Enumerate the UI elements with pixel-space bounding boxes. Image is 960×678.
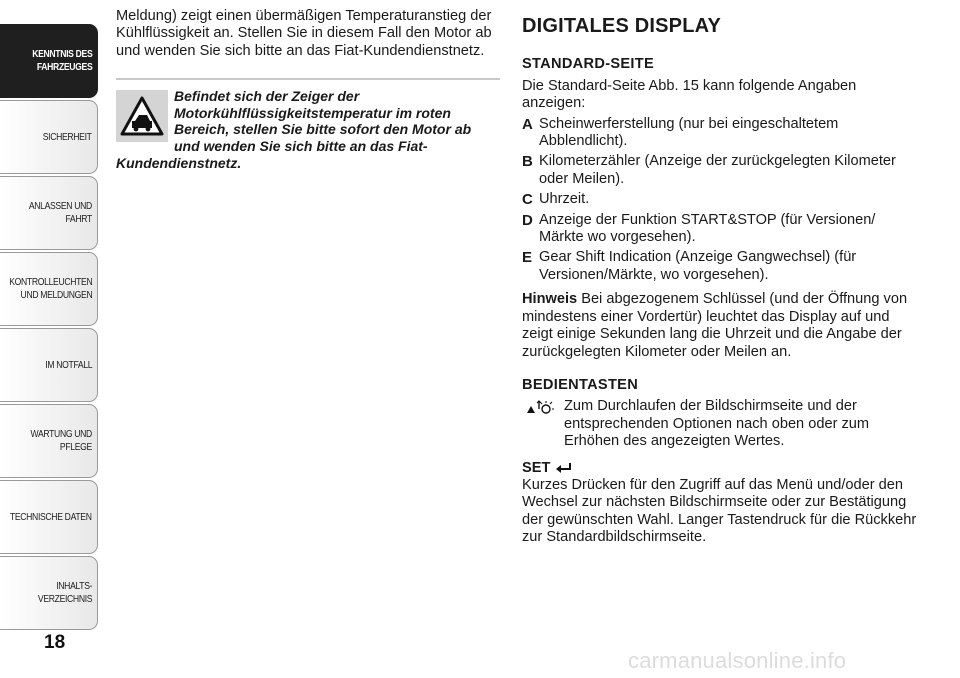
tab-label: KENNTNIS DES FAHRZEUGES	[31, 48, 92, 73]
warning-divider	[116, 78, 500, 80]
up-arrow-brightness-icon	[526, 398, 556, 416]
tab-label: SICHERHEIT	[43, 130, 92, 143]
list-item	[522, 153, 922, 188]
list-item	[522, 212, 922, 247]
warning-triangle-car-icon	[116, 90, 168, 142]
set-label: SET	[522, 459, 551, 476]
warning-block	[116, 88, 500, 171]
tab-label: TECHNISCHE DATEN	[10, 510, 92, 523]
set-key-text: Kurzes Drücken für den Zugriff auf das Menü und/oder den Wechsel zur nächsten Bildschirmseite oder zur Bestätigung der gewünschten Wahl. Langer Tastendruck für die Rückkehr zur Standardbildschirmseite.	[522, 476, 917, 546]
tab-kenntnis-des-fahrzeuges[interactable]	[0, 24, 98, 98]
enter-return-icon	[554, 461, 574, 475]
item-key: D	[522, 211, 533, 229]
item-text: Kilometerzähler (Anzeige der zurückgelegten Kilometer oder Meilen).	[539, 153, 896, 187]
list-item	[522, 249, 922, 284]
item-text: Uhrzeit.	[539, 191, 590, 208]
tab-inhaltsverzeichnis[interactable]	[0, 556, 98, 630]
tab-kontrolleuchten[interactable]	[0, 252, 98, 326]
note-text: Bei abgezogenem Schlüssel (und der Öffnung von mindestens einer Vordertür) leuchtet das Display auf und zeigt einige Sekunden lang die Uhrzeit und die Angabe der zurückgelegten Kilometer oder Meilen an.	[522, 291, 908, 360]
item-key: E	[522, 249, 533, 267]
watermark: carmanualsonline.info	[628, 648, 847, 673]
list-item	[522, 191, 922, 208]
tab-wartung-und-pflege[interactable]	[0, 404, 98, 478]
item-key: B	[522, 153, 533, 171]
tab-label: IM NOTFALL	[45, 358, 92, 371]
left-column	[116, 8, 500, 171]
tab-label: WARTUNG UND PFLEGE	[30, 428, 92, 453]
tab-im-notfall[interactable]	[0, 328, 98, 402]
up-key-text: Zum Durchlaufen der Bildschirmseite und der entsprechenden Optionen nach oben oder zum Erhöhen des angezeigten Wertes.	[564, 398, 870, 450]
item-key: A	[522, 115, 533, 133]
right-column	[522, 8, 922, 547]
set-key-heading	[522, 460, 922, 477]
item-text: Gear Shift Indication (Anzeige Gangwechsel) (für Versionen/Märkte, wo vorgesehen).	[539, 249, 857, 283]
tab-label: INHALTS- VERZEICHNIS	[37, 580, 92, 605]
note-label: Hinweis	[522, 291, 578, 308]
item-key: C	[522, 191, 533, 209]
tab-label: KONTROLLEUCHTEN UND MELDUNGEN	[8, 276, 92, 301]
page-number: 18	[44, 632, 66, 653]
note-paragraph	[522, 291, 922, 361]
up-key-description	[522, 398, 922, 450]
item-text: Scheinwerferstellung (nur bei eingeschaltetem Abblendlicht).	[539, 115, 839, 150]
item-text: Anzeige der Funktion START&STOP (für Versionen/ Märkte wo vorgesehen).	[539, 211, 876, 246]
section-title: DIGITALES DISPLAY	[522, 15, 721, 37]
tab-label: ANLASSEN UND FAHRT	[28, 200, 92, 225]
intro-paragraph: Meldung) zeigt einen übermäßigen Temperaturanstieg der Kühlflüssigkeit an. Stellen Sie in diesem Fall den Motor ab und wenden Sie sich bitte an das Fiat-Kundendienstnetz.	[116, 8, 492, 59]
standard-intro: Die Standard-Seite Abb. 15 kann folgende Angaben anzeigen:	[522, 77, 857, 112]
tab-technische-daten[interactable]	[0, 480, 98, 554]
tab-sicherheit[interactable]	[0, 100, 98, 174]
keys-heading: BEDIENTASTEN	[522, 376, 639, 393]
standard-page-heading: STANDARD-SEITE	[522, 56, 655, 73]
tab-anlassen-und-fahrt[interactable]	[0, 176, 98, 250]
warning-text: Befindet sich der Zeiger der Motorkühlflüssigkeitstemperatur im roten Bereich, stellen Sie bitte sofort den Motor ab und wenden Sie sich bitte an das Fiat-Kundendienstnetz.	[116, 88, 472, 171]
list-item	[522, 116, 922, 151]
